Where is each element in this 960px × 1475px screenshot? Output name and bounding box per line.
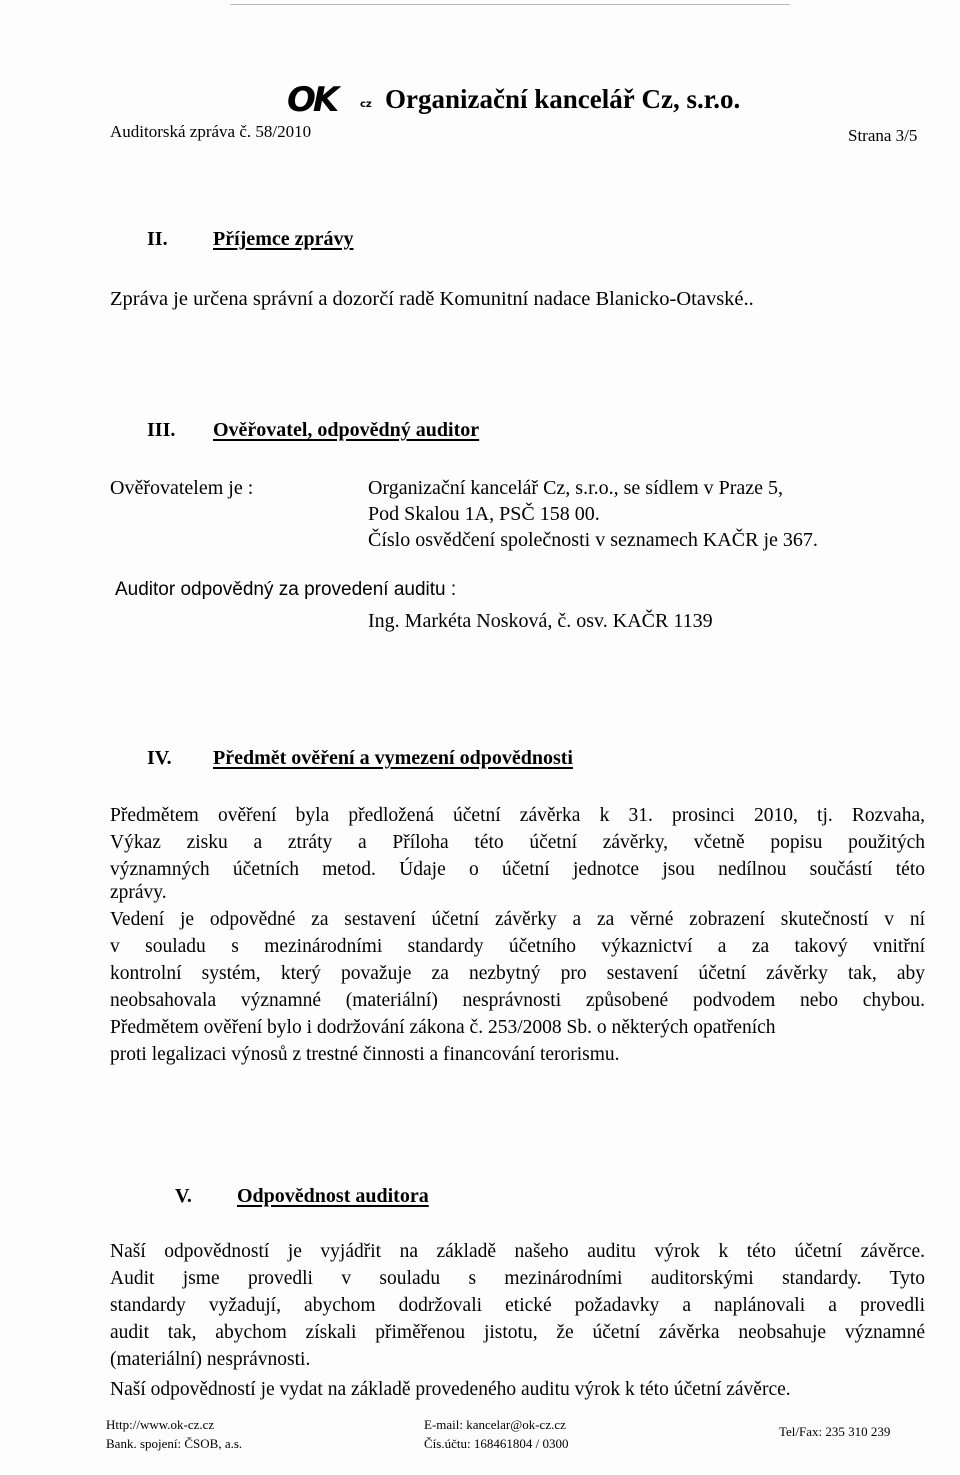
paragraph-line: Vedení je odpovědné za sestavení účetní závěrky a za věrné zobrazení skutečností v ní — [110, 909, 925, 930]
section-5-number: V. — [175, 1185, 192, 1207]
section-3-number: III. — [147, 419, 176, 441]
auditor-label: Auditor odpovědný za provedení auditu : — [115, 579, 457, 600]
section-5-paragraph-2: Naší odpovědností je vydat na základě provedeného auditu výrok k této účetní závěrce. — [110, 1379, 791, 1400]
verifier-line-3: Číslo osvědčení společnosti v seznamech KAČR je 367. — [368, 529, 818, 551]
verifier-label: Ověřovatelem je : — [110, 477, 254, 499]
section-5-paragraph-1 — [110, 1238, 925, 1373]
verifier-line-2: Pod Skalou 1A, PSČ 158 00. — [368, 503, 600, 525]
paragraph-line: proti legalizaci výnosů z trestné činnosti a financování terorismu. — [110, 1044, 620, 1065]
company-name: Organizační kancelář Cz, s.r.o. — [385, 84, 741, 114]
paragraph-line: standardy vyžadují, abychom dodržovali etické požadavky a naplánovali a provedli — [110, 1295, 925, 1316]
paragraph-line: Výkaz zisku a ztráty a Příloha této účetní závěrky, včetně popisu použitých — [110, 832, 925, 853]
paragraph-line: zprávy. — [110, 882, 167, 903]
paragraph-line: Předmětem ověření byla předložená účetní závěrka k 31. prosinci 2010, tj. Rozvaha, — [110, 805, 925, 826]
paragraph-line: Audit jsme provedli v souladu s mezinárodními auditorskými standardy. Tyto — [110, 1268, 925, 1289]
footer-bank: Bank. spojení: ČSOB, a.s. — [106, 1436, 243, 1451]
section-4-paragraph-2 — [110, 906, 925, 1068]
section-4-number: IV. — [147, 747, 172, 769]
section-4-title: Předmět ověření a vymezení odpovědnosti — [213, 747, 573, 769]
section-3-title: Ověřovatel, odpovědný auditor — [213, 419, 480, 441]
paragraph-line: Předmětem ověření bylo i dodržování zákona č. 253/2008 Sb. o některých opatřeních — [110, 1017, 776, 1038]
paragraph-line: v souladu s mezinárodními standardy účetního výkaznictví a za takový vnitřní — [110, 936, 925, 957]
paragraph-line: významných účetních metod. Údaje o účetní jednotce jsou nedílnou součástí této — [110, 859, 925, 880]
scan-top-edge — [230, 4, 790, 5]
paragraph-line: Naší odpovědností je vyjádřit na základě našeho auditu výrok k této účetní závěrce. — [110, 1241, 925, 1262]
report-number: Auditorská zpráva č. 58/2010 — [110, 122, 312, 141]
footer-email: E-mail: kancelar@ok-cz.cz — [424, 1417, 566, 1432]
paragraph-line: kontrolní systém, který považuje za nezbytný pro sestavení účetní závěrky tak, aby — [110, 963, 925, 984]
footer-phone: Tel/Fax: 235 310 239 — [779, 1424, 891, 1439]
paragraph-line: neobsahovala významné (materiální) nesprávnosti způsobené podvodem nebo chybou. — [110, 990, 925, 1011]
section-4-paragraph-1 — [110, 802, 925, 906]
company-logo: OK — [287, 80, 337, 120]
page-number: Strana 3/5 — [848, 126, 918, 145]
verifier-line-1: Organizační kancelář Cz, s.r.o., se sídlem v Praze 5, — [368, 477, 784, 499]
section-5-title: Odpovědnost auditora — [237, 1185, 429, 1207]
footer-account: Čís.účtu: 168461804 / 0300 — [424, 1436, 569, 1451]
paragraph-line: (materiální) nesprávnosti. — [110, 1349, 311, 1370]
section-2-text: Zpráva je určena správní a dozorčí radě Komunitní nadace Blanicko-Otavské.. — [110, 288, 754, 310]
footer-website: Http://www.ok-cz.cz — [106, 1417, 215, 1432]
paragraph-line: audit tak, abychom získali přiměřenou jistotu, že účetní závěrka neobsahuje významné — [110, 1322, 925, 1343]
section-2-title: Příjemce zprávy — [213, 228, 354, 250]
auditor-name: Ing. Markéta Nosková, č. osv. KAČR 1139 — [368, 610, 713, 632]
company-logo-suffix: cz — [360, 99, 372, 110]
section-2-number: II. — [147, 228, 168, 250]
